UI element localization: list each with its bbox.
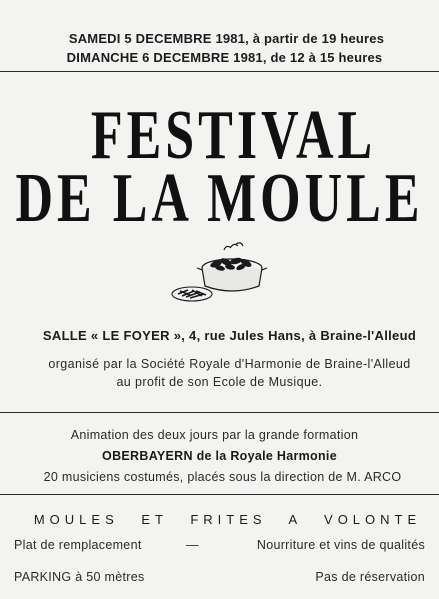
divider-bottom — [0, 494, 439, 495]
venue: SALLE « LE FOYER », 4, rue Jules Hans, à Braine-l'Alleud — [42, 328, 417, 343]
divider-top — [0, 71, 439, 72]
animation — [0, 425, 439, 488]
menu-dash: — — [186, 538, 199, 552]
menu-quality: Nourriture et vins de qualités — [256, 538, 425, 552]
schedule-sunday: DIMANCHE 6 DECEMBRE 1981, de 12 à 15 heures — [66, 50, 383, 65]
schedule-saturday: SAMEDI 5 DECEMBRE 1981, à partir de 19 heures — [68, 31, 385, 46]
organizer — [0, 355, 439, 391]
menu-headline: MOULES ET FRITES A VOLONTE — [33, 512, 422, 527]
mussel-pot-illustration — [168, 240, 268, 306]
animation-line1: Animation des deux jours par la grande formation — [70, 428, 359, 442]
divider-middle — [0, 412, 439, 413]
title-de-la-moule: DE LA MOULE — [15, 160, 424, 238]
parking-info: PARKING à 50 mètres — [14, 570, 145, 584]
organizer-line2: au profit de son Ecole de Musique. — [116, 375, 323, 389]
animation-line3: 20 musiciens costumés, placés sous la direction de M. ARCO — [43, 470, 402, 484]
schedule — [0, 29, 439, 67]
title-festival: FESTIVAL — [90, 97, 377, 175]
reservation-info: Pas de réservation — [315, 570, 425, 584]
organizer-line1: organisé par la Société Royale d'Harmonie de Braine-l'Alleud — [48, 357, 411, 371]
animation-band: OBERBAYERN de la Royale Harmonie — [102, 449, 337, 463]
menu-alternative: Plat de remplacement — [14, 538, 142, 552]
